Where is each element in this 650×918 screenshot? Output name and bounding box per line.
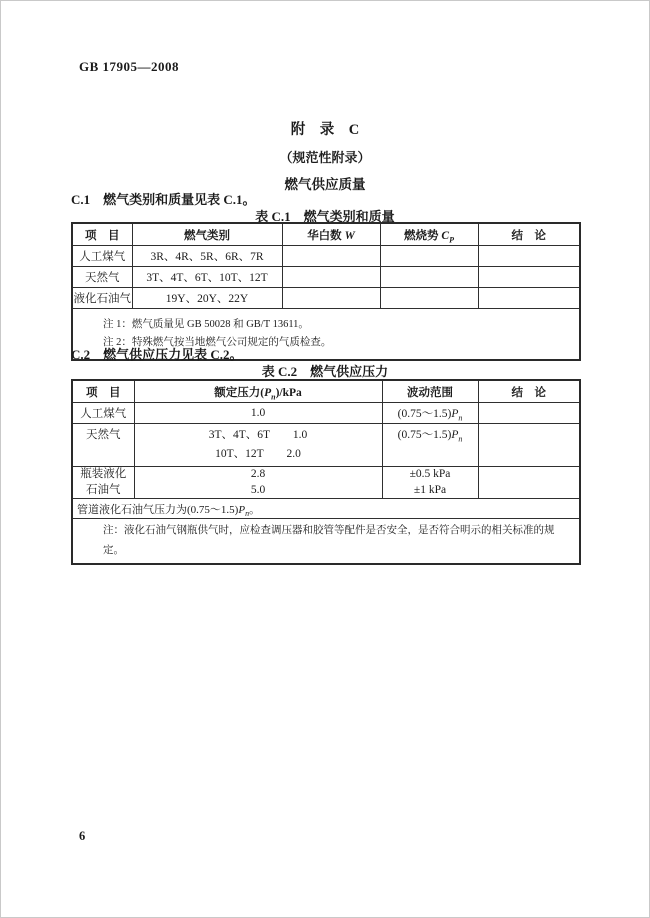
page-number: 6 bbox=[79, 829, 86, 843]
c1-row1-conclusion-empty bbox=[478, 246, 580, 267]
c1-row2-combustion-empty bbox=[380, 267, 478, 288]
table-c1-caption: 表 C.1 燃气类别和质量 bbox=[255, 209, 395, 224]
table-row bbox=[72, 467, 580, 499]
c2-note: 注：液化石油气钢瓶供气时，应检查调压器和胶管等配件是否安全，是否符合明示的相关标准的规定。 bbox=[72, 519, 580, 565]
c2-row1-range-symbol: P bbox=[451, 408, 459, 420]
table-row bbox=[72, 246, 580, 267]
c2-row3-pressure-line2: 5.0 bbox=[250, 483, 266, 496]
c1-col-category: 燃气类别 bbox=[132, 223, 282, 246]
c2-col-pressure-label: 额定压力( bbox=[214, 386, 265, 399]
c1-note-2: 注 2：特殊燃气按当地燃气公司规定的气质检查。 bbox=[103, 337, 332, 348]
c2-row1-range-subscript: n bbox=[458, 413, 463, 423]
table-c1-header-row bbox=[72, 223, 580, 246]
c2-row1-item: 人工煤气 bbox=[72, 403, 134, 424]
c2-row3-pressure bbox=[134, 467, 382, 499]
c2-row2-range-symbol: P bbox=[451, 429, 459, 441]
appendix-header bbox=[1, 118, 649, 193]
table-c2-notes-row bbox=[72, 519, 580, 565]
c2-row3-range-line1: ±0.5 kPa bbox=[409, 468, 451, 480]
c2-pipeline-text: 管道液化石油气压力为(0.75～1.5) bbox=[77, 503, 239, 516]
c2-col-pressure-unit: )/kPa bbox=[275, 386, 302, 399]
c2-row3-item bbox=[72, 467, 134, 499]
c2-col-rated-pressure bbox=[134, 380, 382, 403]
c2-pipeline-period: 。 bbox=[249, 503, 261, 516]
table-row bbox=[72, 403, 580, 424]
c2-row2-conclusion-empty bbox=[478, 424, 580, 467]
c2-col-range: 波动范围 bbox=[382, 380, 478, 403]
table-row bbox=[72, 424, 580, 467]
c1-row1-wobbe-empty bbox=[282, 246, 380, 267]
c2-row2-range bbox=[382, 424, 478, 467]
appendix-type-note: （规范性附录） bbox=[279, 150, 371, 165]
c1-col-wobbe-symbol: W bbox=[344, 229, 355, 242]
c1-row3-item: 液化石油气 bbox=[72, 288, 132, 309]
c2-row3-range-line2: ±1 kPa bbox=[413, 483, 447, 496]
c2-row2-pressure-line2: 10T、12T 2.0 bbox=[215, 448, 301, 460]
c1-row1-category: 3R、4R、5R、6R、7R bbox=[132, 246, 282, 267]
appendix-title: 附 录 C bbox=[290, 122, 360, 138]
table-c2-caption: 表 C.2 燃气供应压力 bbox=[261, 364, 389, 379]
c2-pipeline-subscript: n bbox=[245, 508, 250, 518]
c2-pipeline-symbol: P bbox=[238, 503, 246, 516]
table-row bbox=[72, 267, 580, 288]
table-c2-pipeline-row bbox=[72, 499, 580, 519]
c1-col-wobbe bbox=[282, 223, 380, 246]
c1-col-wobbe-label: 华白数 bbox=[307, 229, 345, 242]
c1-col-combustion-subscript: P bbox=[449, 234, 454, 244]
c1-row3-combustion-empty bbox=[380, 288, 478, 309]
c1-row2-item: 天然气 bbox=[72, 267, 132, 288]
c1-row1-item: 人工煤气 bbox=[72, 246, 132, 267]
c2-row1-range-text: (0.75～1.5) bbox=[397, 408, 452, 420]
c1-col-combustion-label: 燃烧势 bbox=[404, 229, 442, 242]
c1-col-conclusion: 结 论 bbox=[478, 223, 580, 246]
standard-number: GB 17905—2008 bbox=[79, 59, 180, 74]
c2-row2-item-text: 天然气 bbox=[86, 429, 121, 441]
c1-row2-wobbe-empty bbox=[282, 267, 380, 288]
c2-row1-range bbox=[382, 403, 478, 424]
c2-row2-item bbox=[72, 424, 134, 467]
table-c1 bbox=[71, 222, 581, 361]
c2-col-conclusion: 结 论 bbox=[478, 380, 580, 403]
c2-row2-pressure bbox=[134, 424, 382, 467]
c1-col-combustion-symbol: C bbox=[441, 229, 450, 242]
section-c1-heading: C.1 燃气类别和质量见表 C.1。 bbox=[71, 192, 256, 207]
c2-row1-pressure: 1.0 bbox=[134, 403, 382, 424]
c1-col-combustion bbox=[380, 223, 478, 246]
c2-row3-item-line2: 石油气 bbox=[86, 483, 121, 496]
c1-row1-combustion-empty bbox=[380, 246, 478, 267]
c1-note-1: 注 1：燃气质量见 GB 50028 和 GB/T 13611。 bbox=[103, 319, 309, 330]
c2-row3-range bbox=[382, 467, 478, 499]
c1-row2-category: 3T、4T、6T、10T、12T bbox=[132, 267, 282, 288]
c2-row3-item-line1: 瓶装液化 bbox=[80, 468, 127, 480]
c1-row3-wobbe-empty bbox=[282, 288, 380, 309]
c1-row2-conclusion-empty bbox=[478, 267, 580, 288]
c2-row3-conclusion-empty bbox=[478, 467, 580, 499]
c2-pipeline-note bbox=[72, 499, 580, 519]
c1-col-item: 项 目 bbox=[72, 223, 132, 246]
c1-row3-conclusion-empty bbox=[478, 288, 580, 309]
c2-row2-pressure-line1: 3T、4T、6T 1.0 bbox=[208, 429, 308, 441]
c2-row3-pressure-line1: 2.8 bbox=[250, 468, 266, 480]
c1-row3-category: 19Y、20Y、22Y bbox=[132, 288, 282, 309]
c2-row2-range-text: (0.75～1.5) bbox=[397, 429, 452, 441]
c2-row2-range-subscript: n bbox=[458, 434, 463, 444]
appendix-subject: 燃气供应质量 bbox=[284, 177, 366, 192]
c2-col-item: 项 目 bbox=[72, 380, 134, 403]
table-c2-header-row bbox=[72, 380, 580, 403]
table-c2 bbox=[71, 379, 581, 565]
section-c2-heading: C.2 燃气供应压力见表 C.2。 bbox=[71, 347, 243, 362]
c2-row1-conclusion-empty bbox=[478, 403, 580, 424]
c2-col-pressure-subscript: n bbox=[271, 391, 276, 401]
table-row bbox=[72, 288, 580, 309]
c2-col-pressure-symbol: P bbox=[264, 386, 272, 399]
